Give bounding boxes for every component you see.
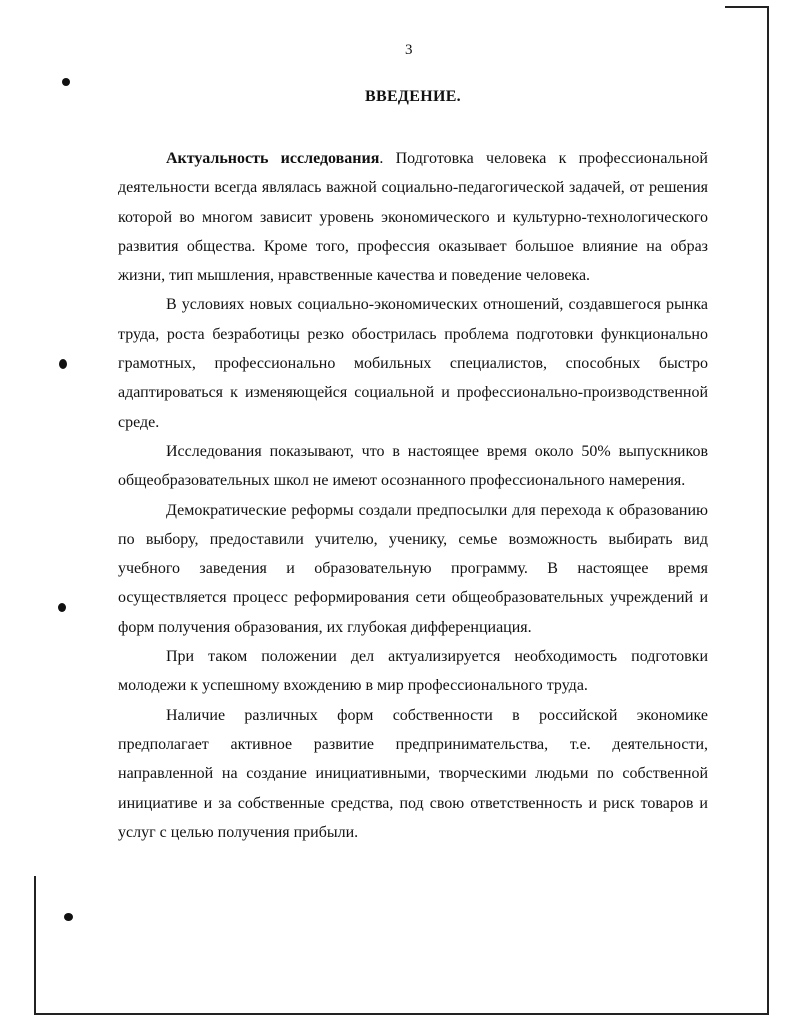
- punch-hole-mark-1: [62, 78, 70, 86]
- paragraph-2: В условиях новых социально-экономических отношений, создавшегося рынка труда, роста безработицы резко обострилась проблема подготовки функционально грамотных, профессионально мобильных специалистов, способных быстро адаптироваться к изменяющейся социальной и профессионально-производственной среде.: [118, 296, 708, 431]
- section-heading: ВВЕДЕНИЕ.: [365, 88, 461, 105]
- scan-border-top-right: [725, 6, 769, 8]
- punch-hole-mark-2: [59, 359, 67, 369]
- body-text: [118, 142, 708, 847]
- punch-hole-mark-3: [58, 603, 66, 612]
- paragraph-6: Наличие различных форм собственности в российской экономике предполагает активное развитие предпринимательства, т.е. деятельности, направленной на создание инициативными, творческими людьми по собственной инициативе и за собственные средства, под свою ответственность и риск товаров и услуг с целью получения прибыли.: [118, 706, 708, 841]
- paragraph-3: Исследования показывают, что в настоящее время около 50% выпускников общеобразовательных школ не имеют осознанного профессионального намерения.: [118, 442, 708, 490]
- paragraph-1-lead: Актуальность исследования: [166, 150, 380, 167]
- paragraph-1-text: . Подготовка человека к профессиональной деятельности всегда являлась важной социально-педагогической задачей, от решения которой во многом зависит уровень экономического и культурно-технологического развития общества. Кроме того, профессия оказывает большое влияние на образ жизни, тип мышления, нравственные качества и поведение человека.: [118, 150, 708, 285]
- paragraph-5: При таком положении дел актуализируется необходимость подготовки молодежи к успешному вхождению в мир профессионального труда.: [118, 648, 708, 695]
- paragraph-1: [118, 144, 708, 290]
- scan-border-left: [34, 876, 36, 1014]
- scan-border-right: [767, 6, 769, 1014]
- paragraph-4: Демократические реформы создали предпосылки для перехода к образованию по выбору, предоставили учителю, ученику, семье возможность выбирать вид учебного заведения и образовательную программу. В настоящее время осуществляется процесс реформирования сети общеобразовательных учреждений и форм получения образования, их глубокая дифференциация.: [118, 501, 708, 636]
- punch-hole-mark-4: [64, 913, 73, 921]
- scan-border-bottom: [34, 1013, 769, 1015]
- page-number: 3: [405, 42, 413, 58]
